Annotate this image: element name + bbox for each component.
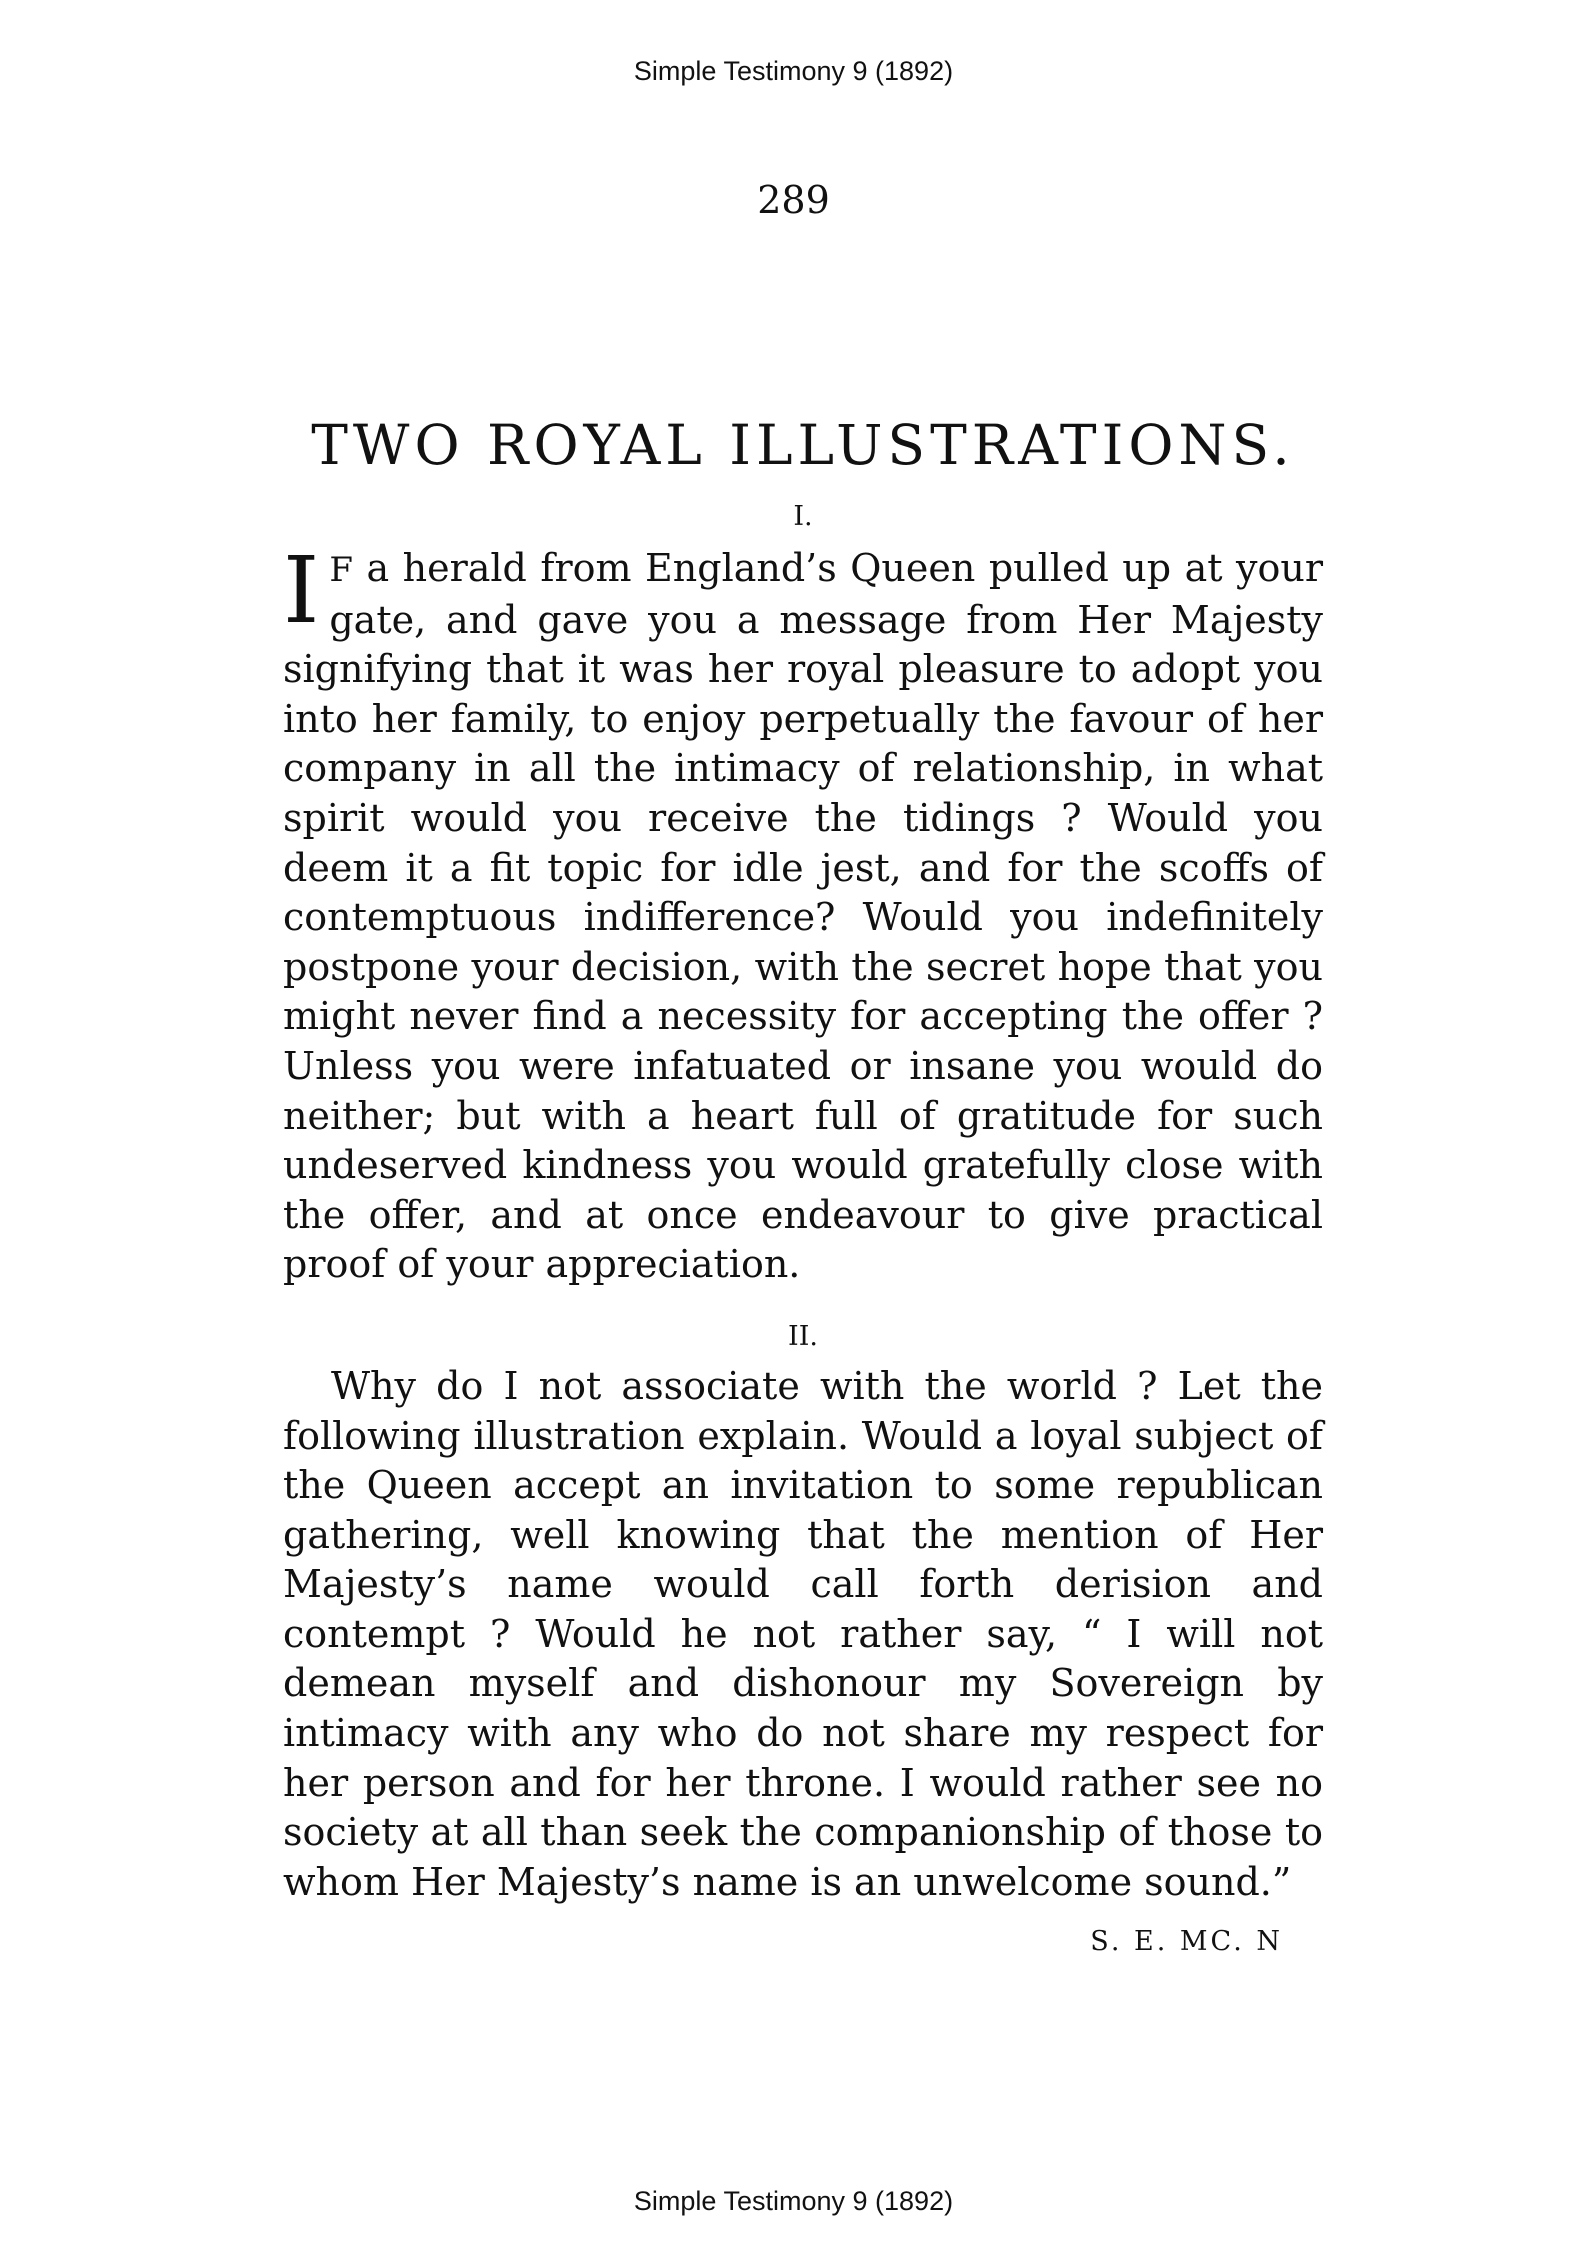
article bbox=[283, 410, 1323, 1967]
dropcap-letter: I bbox=[283, 537, 320, 644]
author-signature: S. E. MC. N bbox=[1090, 1926, 1283, 1958]
running-header: Simple Testimony 9 (1892) bbox=[633, 56, 954, 86]
section-numeral-two: II. bbox=[788, 1320, 818, 1352]
lead-small-caps: F bbox=[329, 550, 353, 590]
section-numeral-one: I. bbox=[793, 501, 813, 532]
article-title: TWO ROYAL ILLUSTRATIONS. bbox=[311, 413, 1295, 477]
section-one-text: a herald from England’s Queen pulled up at your gate, and gave you a message from Her Majesty signifying that it was her royal pleasure to adopt you into her family, to enjoy perpetually the favour of her company in all the intimacy of relationship, in what spirit would you receive the tidings ? Would you deem it a fit topic for idle jest, and for the scoffs of contemptuous indifference? Would you indefinitely postpone your decision, with the secret hope that you might never find a necessity for accepting the offer ? Unless you were infatuated or insane you would do neither; but with a heart full of gratitude for such undeserved kindness you would gratefully close with the offer, and at once endeavour to give practical proof of your appreciation. bbox=[283, 546, 1323, 1287]
page-number: 289 bbox=[757, 178, 830, 222]
section-one-paragraph bbox=[283, 537, 1323, 1290]
running-footer: Simple Testimony 9 (1892) bbox=[633, 2186, 954, 2216]
section-two-text: Why do I not associate with the world ? Let the following illustration explain. Would a loyal subject of the Queen accept an invitation to some republican gathering, well knowing that the mention of Her Majesty’s name would call forth derision and contempt ? Would he not rather say, “ I will not demean myself and dishonour my Sovereign by intimacy with any who do not share my respect for her person and for her throne. I would rather see no society at all than seek the companionship of those to whom Her Majesty’s name is an unwelcome sound.” bbox=[283, 1363, 1323, 1904]
section-two-paragraph bbox=[283, 1362, 1323, 1958]
